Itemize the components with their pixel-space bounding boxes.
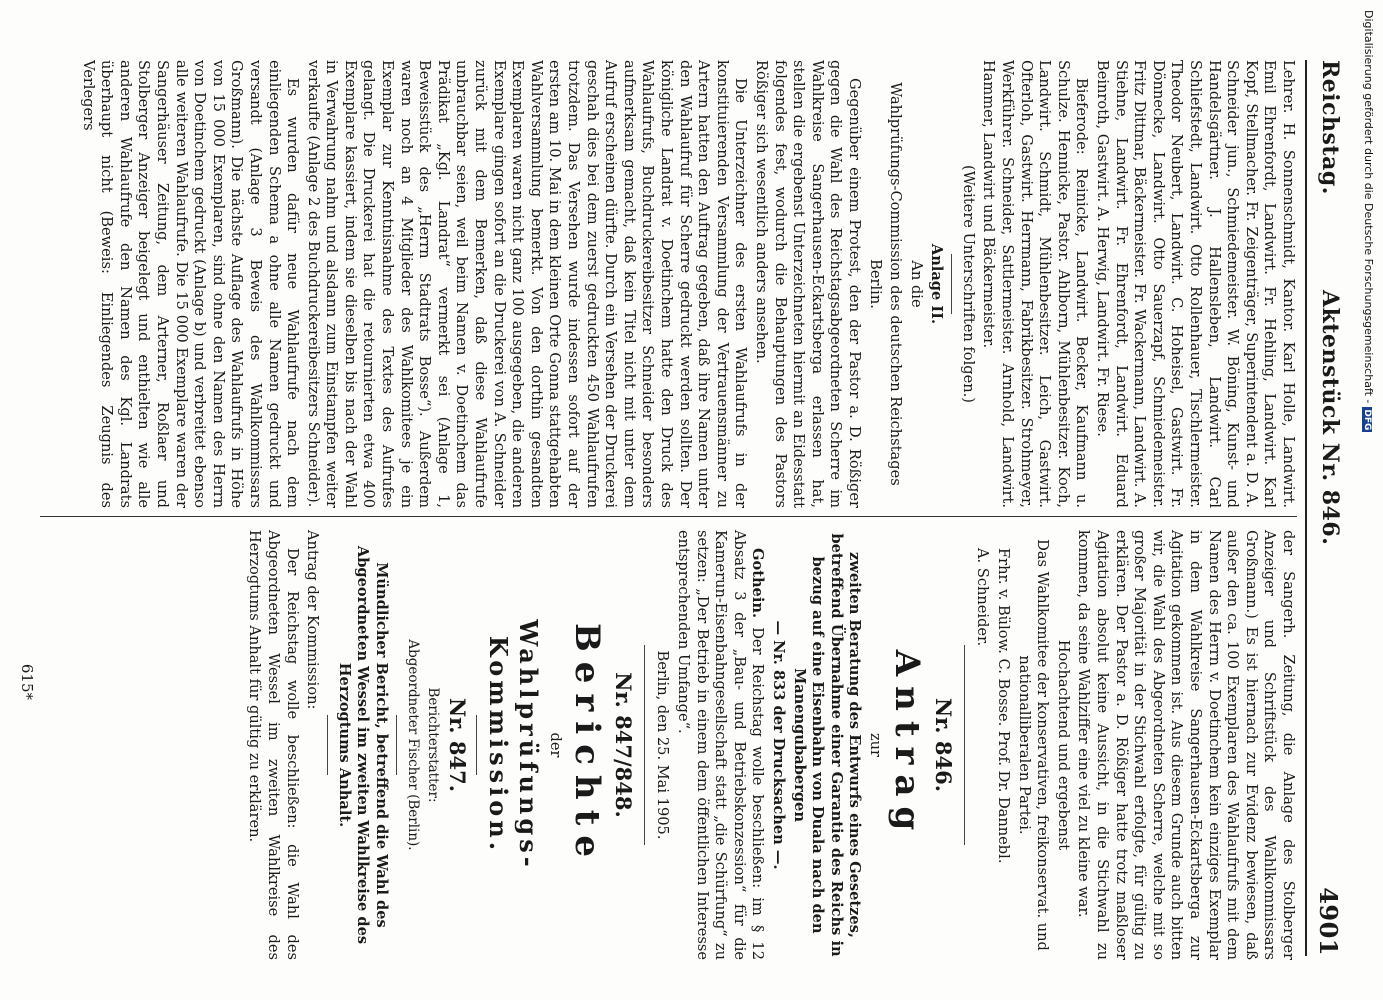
page-header xyxy=(1305,60,1347,956)
divider xyxy=(964,645,965,845)
divider xyxy=(951,254,952,314)
closing-greeting: Hochachtend und ergebenst xyxy=(1054,639,1072,851)
berichte-heading: Berichte xyxy=(566,623,607,867)
document-number: Nr. 847. xyxy=(445,697,471,793)
zur-label: zur xyxy=(866,732,884,758)
more-signatures-note: (Weitere Unterschriften folgen.) xyxy=(959,165,977,403)
signatures-bieferode: Bieferode: Reinicke, Landwirt. Becker, Kaufmann u. Schulze. Hennicke, Pastor. Ahlborn, Mühlenbesitzer. Koch, Landwirt. Schmidt, Mühlenbesitzer. Leich, Gastwirt. Ofterloh, Gastwirt. Herrmann, Fabrikbesitzer. Strohmeyer, Werkführer. Schneider, Sattlermeister. Arnhold, Landwirt. Hammer, Landwirt und Bäckermeister. xyxy=(980,60,1091,508)
committee-name: Das Wahlkomitee der konservativen, freikonservat. und nationalliberalen Partei. xyxy=(1015,539,1052,951)
signers-line: A. Schneider. xyxy=(974,548,992,647)
motion-text: Der Reichstag wolle beschließen: im § 12 Absatz 3 der „Bau- und Betriebskonzession“ für die Kamerun-Eisenbahngesellschaft statt „die Schürfung“ zu setzen: „Der Betrieb in einem dem öffentlichen Interesse entsprechenden Umfange“. xyxy=(674,530,767,961)
divider xyxy=(327,715,328,775)
commission-motion-text: Der Reichstag wolle beschließen: die Wahl des Abgeordneten Wessel im zweiten Wahlkreise des Herzogtums Anhalt für gültig zu erklären. xyxy=(246,530,301,960)
dfg-logo: DFG xyxy=(1362,409,1372,431)
anlage-title: Anlage II. xyxy=(928,243,946,325)
header-title: Aktenstück Nr. 846. xyxy=(1317,290,1343,546)
drucksache-ref: — Nr. 833 der Drucksachen —. xyxy=(769,620,787,870)
commission-heading: Wahlprüfungs-Kommission. xyxy=(484,619,544,871)
antrag-heading: Antrag xyxy=(886,649,927,841)
divider xyxy=(644,645,645,845)
paragraph: Gegenüber einem Protest, den der Pastor a. D. Rößiger gegen die Wahl des Reichstagsabgeordneten Scherre im Wahlkreise Sangerhausen-Eckartsberga erlassen hat, stellen die ergebenst Unterzeichneten hiermit an Eidesstatt folgendes fest, wodurch die Behauptungen des Pastors Rößiger sich wesentlich anders ansehen. xyxy=(752,60,863,508)
sheet-mark: 615* xyxy=(18,663,36,700)
credit-text: Digitalisierung gefördert durch die Deutsche Forschungsgemeinschaft - xyxy=(1362,10,1375,404)
paragraph: Es wurden dafür neue Wahlaufrufe nach dem einliegenden Schema a ohne alle Namen gedruckt und versandt (Anlage 3 Beweis des Wahlkommissars Großmann). Die nächste Auflage des Wahlaufrufs in Höhe von 15 000 Exemplaren, sind ohne den Namen des Herrn von Doetinchem gedruckt (Anlage b) und verbreitet ebenso alle weiteren Wahlaufrufe. Die 15 000 Exemplare waren der Sangerhäuser Zeitung, dem Arterner, Roßlaer und Stolberger Anzeiger beigelegt und enthielten wie alle anderen Wahlaufrufe den Namen des Kgl. Landrats überhaupt nicht (Beweis: Einliegendes Zeugnis des Verlegers xyxy=(79,60,302,508)
document-number: Nr. 847/848. xyxy=(610,672,636,818)
column-divider xyxy=(40,516,1297,517)
header-left: Reichstag. xyxy=(1317,60,1343,195)
signers-line: Frhr. v. Bülow. C. Bosse. Prof. Dr. Dannebl. xyxy=(995,548,1013,864)
motion-author: Gothein. xyxy=(749,548,767,619)
antrag-subject: zweiten Beratung des Entwurfs eines Gesetzes, betreffend Übernahme einer Garantie des Reichs in bezug auf eine Eisenbahn von Duala nach den Manengubabergen xyxy=(790,533,864,957)
commission-motion-label: Antrag der Kommission: xyxy=(304,530,322,710)
reporter-label: Berichterstatter: xyxy=(425,687,442,803)
addressee-line-1: An die xyxy=(907,260,925,308)
paragraph: der Sangerh. Zeitung, die Anlage des Stolberger Anzeiger und Schriftstück des Wahlkommissars Großmann.) Es ist hiernach zur Evidenz bewiesen, daß außer den ca. 100 Exemplaren des Wahlaufrufs mit dem Namen des Herrn v. Doetinchem kein einziges Exemplar in dem Wahlkreise Sangerhausen-Eckartsberga zur Agitation gekommen ist. Aus diesem Grunde auch bitten wir, die Wahl des Abgeordneten Scherre, welche mit so großer Majorität in der Stichwahl erfolgte, für gültig zu erklären. Der Pastor a. D. Rößiger hatte trotz maßloser Agitation absolut keine Aussicht, in die Stichwahl zu kommen, da seine Wahlziffer eine viel zu kleine war. xyxy=(1075,530,1297,960)
reporter-name: Abgeordneter Fischer (Berlin). xyxy=(404,639,421,851)
right-column xyxy=(40,530,1297,960)
divider xyxy=(396,715,397,775)
addressee-line-2: Wahlprüfungs-Commission des deutschen Reichstages xyxy=(887,82,905,486)
left-column xyxy=(40,60,1297,508)
signatures-list: Lehrer. H. Sonnenschmidt, Kantor. Karl Holle, Landwirt. Emil Ehrenfordt, Landwirt. Fr. Hehling, Landwirt. Karl Kopf, Stellmacher. Fr. Zeigenträger, Superintendent a. D. A. Schneider jun., Schmiedemeister. W. Böning, Kunst- und Handelsgärtner. J. Hallensleben, Landwirt. Carl Schliefstedt, Landwirt. Otto Rollenhauer, Tischlermeister. Theodor Neubert, Landwirt. C. Hoheisel, Gastwirt. Fr. Dönnecke, Landwirt. Otto Sauerzapf, Schmiedemeister. Fritz Dittmar, Bäckermeister. Fr. Wackermann, Landwirt. A. Stiehne, Landwirt. Fr. Ehrenfordt, Landwirt. Eduard Beinroth, Gastwirt. A. Herwig, Landwirt. Fr. Riese. xyxy=(1094,60,1297,508)
date-line: Berlin, den 25. Mai 1905. xyxy=(654,650,672,840)
report-title: Mündlicher Bericht, betreffend die Wahl des Abgeordneten Wessel im zweiten Wahlkreise des Herzogtums Anhalt. xyxy=(335,545,390,945)
addressee-line-3: Berlin. xyxy=(866,259,884,309)
gothein-motion xyxy=(673,530,766,960)
der-label: der xyxy=(546,732,564,758)
document-number: Nr. 846. xyxy=(930,697,956,793)
divider xyxy=(476,715,477,775)
paragraph: Die Unterzeichner des ersten Wahlaufrufs in der konstituierenden Versammlung der Vertrauensmänner zu Artern hatten den Auftrag gegeben, daß ihre Namen unter den Wahlaufruf für Scherre gedruckt werden sollten. Der königliche Landrat v. Doetinchem hatte den Druck des Wahlaufrufs, Buchdruckereibesitzer Schneider besonders aufmerksam gemacht, daß kein Titel nicht mit unter dem Aufruf erscheinen dürfte. Durch ein Versehen der Druckerei geschah dies bei dem zuerst gedruckten 450 Wahlaufrufen trotzdem. Das Versehen wurde indessen sofort auf der ersten am 10. Mai in dem kleinen Orte Gonna stattgehabten Wahlversammlung bemerkt. Von den dorthin gesandten Exemplaren waren nicht ganz 100 ausgegeben, die anderen Exemplare gingen sofort an die Druckerei von A. Schneider zurück mit dem Bemerken, daß diese Wahlaufrufe unbrauchbar seien, weil beim Namen v. Doetinchem das Prädikat „Kgl. Landrat“ vermerkt sei (Anlage 1, Beweisstück des „Herrn Stadtrats Bosse“). Außerdem waren noch an 4 Mitglieder des Wahlkomitees je ein Exemplar zur Kenntnisnahme des Textes des Aufrufes gelangt. Die Druckerei hat die retournierten etwa 400 Exemplare kassiert, indem sie dieselben bis nach der Wahl in Verwahrung nahm und alsdann zum Einstampfen weiter verkaufte (Anlage 2 des Buchdruckereibesitzers Schneider). xyxy=(304,60,750,508)
digitization-credit xyxy=(1362,10,1375,432)
page-number: 4901 xyxy=(1314,887,1343,956)
